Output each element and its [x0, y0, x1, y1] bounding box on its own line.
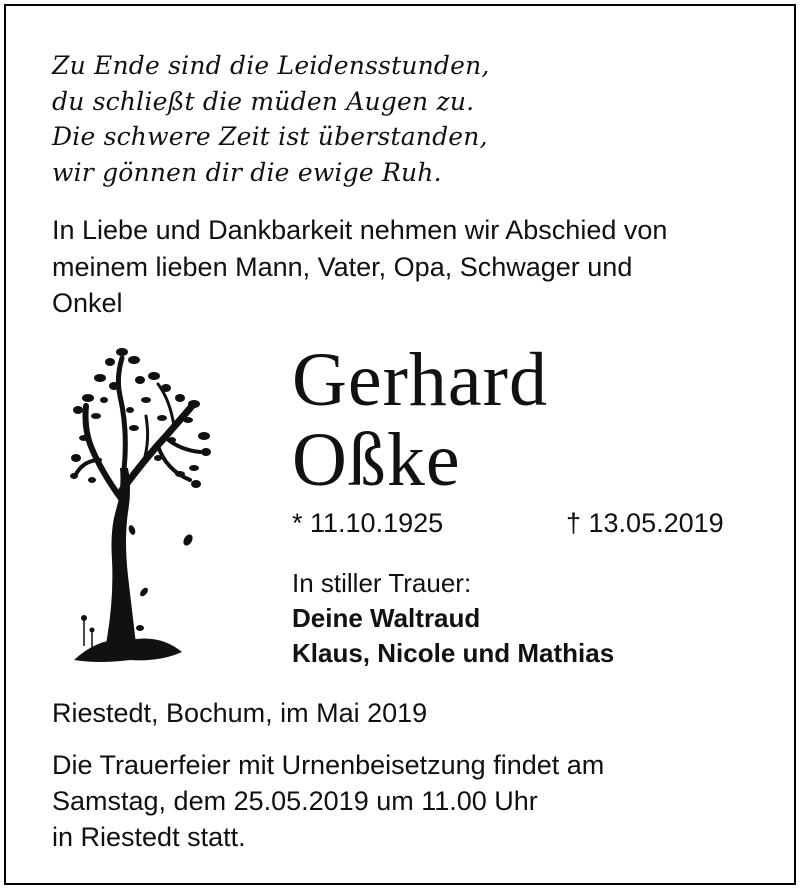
mourner-name: Deine Waltraud — [292, 603, 481, 633]
tree-with-falling-leaves-icon — [70, 340, 220, 670]
intro-line: Onkel — [52, 288, 123, 318]
deceased-last-name: Oßke — [292, 418, 461, 502]
poem — [52, 48, 752, 190]
mourner-name: Klaus, Nicole und Mathias — [292, 638, 615, 668]
funeral-info — [52, 747, 604, 855]
birth-date: * 11.10.1925 — [292, 508, 444, 538]
intro-line: In Liebe und Dankbarkeit nehmen wir Abschied von — [52, 215, 668, 245]
funeral-line: Die Trauerfeier mit Urnenbeisetzung findet am — [52, 750, 605, 780]
obituary-frame — [4, 4, 796, 885]
mourners-block — [292, 566, 614, 671]
poem-line: du schließt die müden Augen zu. — [52, 86, 475, 116]
poem-line: wir gönnen dir die ewige Ruh. — [52, 157, 442, 187]
intro-text — [52, 212, 772, 322]
death-date: † 13.05.2019 — [566, 508, 724, 538]
intro-line: meinem lieben Mann, Vater, Opa, Schwager und — [52, 251, 633, 282]
poem-line: Die schwere Zeit ist überstanden, — [52, 122, 488, 151]
place-date: Riestedt, Bochum, im Mai 2019 — [52, 698, 428, 728]
funeral-line: Samstag, dem 25.05.2019 um 11.00 Uhr — [52, 786, 538, 816]
poem-line: Zu Ende sind die Leidensstunden, — [52, 51, 490, 80]
funeral-line: in Riestedt statt. — [52, 822, 246, 852]
deceased-first-name: Gerhard — [292, 338, 548, 422]
mourners-heading: In stiller Trauer: — [292, 568, 472, 598]
